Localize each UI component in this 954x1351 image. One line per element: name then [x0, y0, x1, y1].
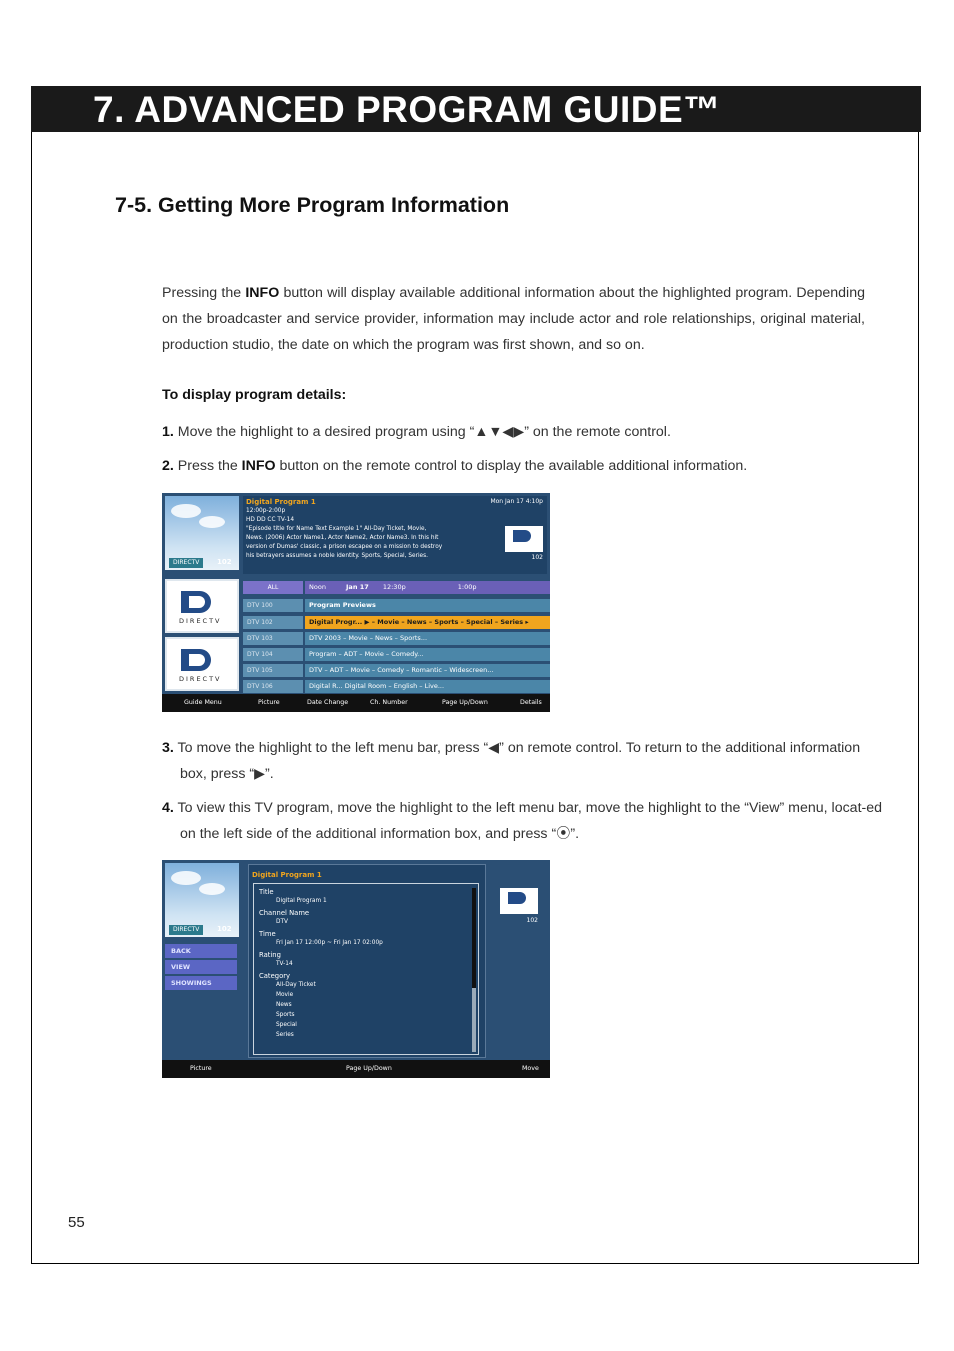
hint-page-up-down: Page Up/Down [442, 699, 488, 706]
grid-row[interactable] [243, 680, 550, 694]
field-value: TV-14 [276, 961, 293, 967]
program-cell[interactable]: Program Previews [305, 599, 550, 612]
program-cell[interactable]: Digital R... Digital Room – English – Live... [305, 680, 550, 693]
intro-paragraph [162, 281, 865, 358]
mini-channel-number: 102 [526, 917, 538, 924]
field-label: Title [259, 888, 274, 896]
step-2 [162, 454, 865, 480]
field-value: Fri Jan 17 12:00p ~ Fri Jan 17 02:00p [276, 940, 383, 946]
step-text: Move the highlight to a desired program using “▲▼◀▶” on the remote control. [177, 424, 671, 440]
info-line: version of Dumas' classic, a prison escapee on a mission to destroy [246, 544, 443, 550]
program-cell[interactable]: Program – ADT – Movie – Comedy... [305, 648, 550, 661]
menu-view[interactable]: VIEW [165, 960, 237, 974]
scrollbar[interactable] [472, 888, 476, 1052]
directv-mini-logo [500, 888, 538, 914]
left-menu-bar [165, 944, 237, 992]
section-title: 7-5. Getting More Program Information [115, 193, 510, 217]
field-label: Channel Name [259, 909, 310, 917]
grid-header-row [243, 581, 550, 595]
current-date: Mon Jan 17 4:10p [490, 498, 543, 505]
grid-row[interactable] [243, 632, 550, 646]
channel-number: 102 [217, 925, 232, 933]
directv-mini-logo [505, 526, 543, 552]
step-number: 2. [162, 458, 174, 474]
info-line: 12:00p-2:00p [246, 508, 286, 514]
scroll-thumb[interactable] [472, 888, 476, 988]
info-panel [243, 496, 547, 574]
info-line: "Episode title for Name Text Example 1" All-Day Ticket, Movie, [246, 526, 427, 532]
procedure-subhead: To display program details: [162, 387, 347, 403]
info-line: his betrayers assumes a noble identity. Sports, Special, Series. [246, 553, 428, 559]
step-number: 4. [162, 800, 174, 816]
program-cell[interactable]: DTV – ADT – Movie – Comedy – Romantic – Widescreen... [305, 664, 550, 677]
channel-badge: DIRECTV [169, 558, 203, 568]
program-title: Digital Program 1 [246, 498, 316, 506]
grid-row[interactable] [243, 599, 550, 613]
step-text: button on the remote control to display the available additional information. [275, 458, 748, 474]
program-cell[interactable]: DTV 2003 – Movie – News – Sports... [305, 632, 550, 645]
grid-row[interactable] [243, 664, 550, 678]
mini-channel-number: 102 [531, 554, 543, 561]
info-keyword: INFO [245, 285, 280, 301]
step-4 [162, 796, 883, 848]
step-text: To view this TV program, move the highlight to the left menu bar, move the highlight to the “View” menu, locat-ed on the left side of the additional information box, and press “⦿”. [177, 800, 883, 842]
info-line: HD DD CC TV-14 [246, 517, 295, 523]
hint-move: Move [522, 1065, 539, 1072]
program-details-screenshot [162, 860, 550, 1078]
channel-cell[interactable]: DTV 100 [243, 599, 303, 612]
channel-cell[interactable]: DTV 102 [243, 616, 303, 629]
hint-details: Details [520, 699, 542, 706]
remote-hint-bar [162, 694, 550, 712]
page-number: 55 [68, 1214, 85, 1231]
field-value: Sports [276, 1012, 295, 1018]
program-title: Digital Program 1 [252, 871, 322, 879]
additional-info-box [248, 864, 486, 1058]
step-3 [162, 736, 883, 788]
channel-cell[interactable]: DTV 104 [243, 648, 303, 661]
menu-back[interactable]: BACK [165, 944, 237, 958]
grid-row[interactable] [243, 648, 550, 662]
hint-guide-menu: Guide Menu [184, 699, 222, 706]
step-number: 1. [162, 424, 174, 440]
field-value: Movie [276, 992, 294, 998]
field-label: Time [259, 930, 276, 938]
intro-text-2: button will display available additional information about the highlighted program. Depending on the broadcaster and service provider, information may include actor and role relationships, original material, production studio, the date on which the program was first shown, and so on. [162, 285, 865, 353]
field-value: All-Day Ticket [276, 982, 316, 988]
hint-page-up-down: Page Up/Down [346, 1065, 392, 1072]
step-number: 3. [162, 740, 174, 756]
hint-picture: Picture [190, 1065, 212, 1072]
time-header: Noon Jan 17 12:30p 1:00p [305, 581, 550, 594]
channel-cell[interactable]: DTV 105 [243, 664, 303, 677]
menu-showings[interactable]: SHOWINGS [165, 976, 237, 990]
hint-picture: Picture [258, 699, 280, 706]
field-value: News [276, 1002, 292, 1008]
info-keyword: INFO [241, 458, 276, 474]
directv-logo: DIRECTV [165, 579, 239, 633]
chapter-header [31, 86, 921, 132]
field-value: Digital Program 1 [276, 898, 327, 904]
field-value: Series [276, 1032, 294, 1038]
channel-number: 102 [217, 558, 232, 566]
directv-logo: DIRECTV [165, 637, 239, 691]
channel-badge: DIRECTV [169, 925, 203, 935]
guide-info-screenshot [162, 493, 550, 712]
step-1 [162, 420, 865, 446]
hint-ch-number: Ch. Number [370, 699, 408, 706]
details-list[interactable] [253, 883, 479, 1055]
channel-cell[interactable]: DTV 103 [243, 632, 303, 645]
program-cell[interactable]: Digital Progr... ▶ – Movie – News – Sports – Special – Series ▸ [305, 616, 550, 629]
tv-preview [165, 863, 239, 937]
tv-preview [165, 496, 239, 570]
intro-text-1: Pressing the [162, 285, 246, 301]
filter-all[interactable]: ALL [243, 581, 303, 594]
channel-cell[interactable]: DTV 106 [243, 680, 303, 693]
info-line: News. (2006) Actor Name1, Actor Name2, Actor Name3. In this hit [246, 535, 439, 541]
field-value: DTV [276, 919, 288, 925]
step-text: To move the highlight to the left menu bar, press “◀” on remote control. To return to the additional information box, press “▶”. [177, 740, 861, 782]
hint-date-change: Date Change [307, 699, 349, 706]
field-value: Special [276, 1022, 297, 1028]
grid-row-highlighted[interactable] [243, 616, 550, 630]
field-label: Category [259, 972, 291, 980]
step-text: Press the [177, 458, 242, 474]
chapter-title: 7. ADVANCED PROGRAM GUIDE™ [93, 89, 721, 130]
remote-hint-bar [162, 1060, 550, 1078]
field-label: Rating [259, 951, 281, 959]
